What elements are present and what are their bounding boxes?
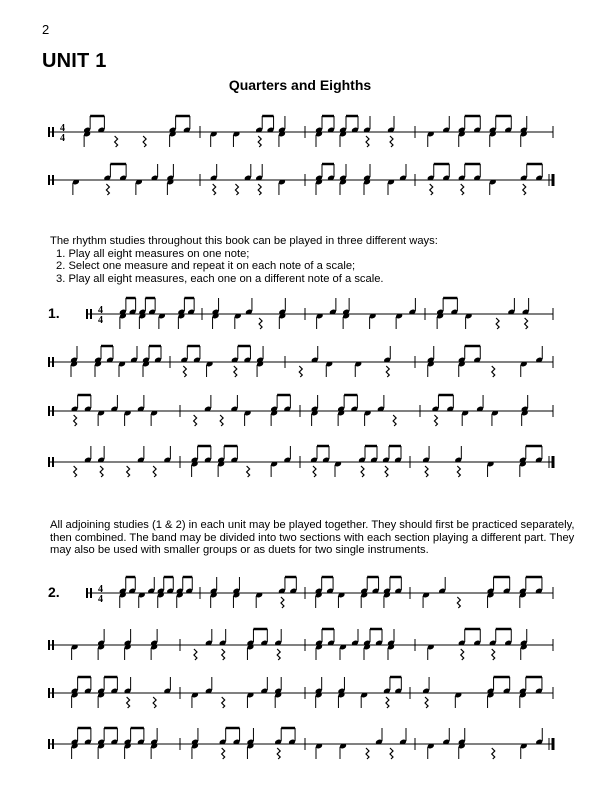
- quarter-rest: [222, 748, 225, 759]
- quarter-rest: [425, 466, 428, 477]
- ensemble-note-line-2: then combined. The band may be divided into two sections with each section playing a different part. They: [50, 531, 575, 544]
- quarter-rest: [100, 466, 103, 477]
- quarter-rest: [366, 748, 369, 759]
- quarter-rest: [461, 184, 464, 195]
- quarter-rest: [115, 136, 118, 147]
- quarter-rest: [194, 649, 197, 660]
- quarter-rest: [247, 466, 250, 477]
- time-signature-top: 4: [98, 584, 103, 595]
- quarter-rest: [220, 415, 223, 426]
- instructions-intro: The rhythm studies throughout this book can be played in three different ways:: [50, 235, 438, 247]
- quarter-rest: [143, 136, 146, 147]
- quarter-rest: [492, 748, 495, 759]
- quarter-rest: [222, 697, 225, 708]
- time-signature-bottom: 4: [60, 133, 65, 144]
- quarter-rest: [457, 466, 460, 477]
- quarter-rest: [496, 318, 499, 329]
- time-signature-bottom: 4: [98, 315, 103, 326]
- quarter-rest: [183, 366, 186, 377]
- study-1-label: 1.: [48, 305, 60, 321]
- quarter-rest: [127, 466, 130, 477]
- quarter-rest: [385, 466, 388, 477]
- quarter-rest: [106, 184, 109, 195]
- quarter-rest: [386, 697, 389, 708]
- quarter-rest: [259, 318, 262, 329]
- quarter-rest: [434, 415, 437, 426]
- quarter-rest: [153, 466, 156, 477]
- quarter-rest: [222, 649, 225, 660]
- quarter-rest: [213, 184, 216, 195]
- quarter-rest: [153, 697, 156, 708]
- quarter-rest: [235, 184, 238, 195]
- quarter-rest: [366, 136, 369, 147]
- quarter-rest: [430, 184, 433, 195]
- quarter-rest: [258, 184, 261, 195]
- instruction-option-3: 3. Play all eight measures, each one on a different note of a scale.: [56, 272, 384, 285]
- time-signature-bottom: 4: [98, 594, 103, 605]
- time-signature-top: 4: [98, 305, 103, 316]
- quarter-rest: [425, 697, 428, 708]
- quarter-rest: [492, 649, 495, 660]
- study-2-label: 2.: [48, 584, 60, 600]
- section-title: Quarters and Eighths: [228, 77, 372, 93]
- quarter-rest: [74, 466, 77, 477]
- instruction-option-2: 2. Select one measure and repeat it on each note of a scale;: [56, 260, 356, 273]
- ensemble-note-line-3: may also be used with smaller groups or as duets for two single instruments.: [50, 544, 429, 557]
- quarter-rest: [386, 366, 389, 377]
- quarter-rest: [313, 466, 316, 477]
- quarter-rest: [194, 415, 197, 426]
- quarter-rest: [127, 697, 130, 708]
- ensemble-note-line-1: All adjoining studies (1 & 2) in each unit may be played together. They should first be practiced separately,: [50, 519, 575, 531]
- quarter-rest: [393, 415, 396, 426]
- quarter-rest: [461, 649, 464, 660]
- quarter-rest: [277, 748, 280, 759]
- quarter-rest: [492, 366, 495, 377]
- quarter-rest: [361, 466, 364, 477]
- page-number: 2: [42, 22, 50, 37]
- time-signature-top: 4: [60, 123, 65, 134]
- instruction-option-1: 1. Play all eight measures on one note;: [56, 247, 250, 260]
- quarter-rest: [457, 597, 460, 608]
- quarter-rest: [525, 318, 528, 329]
- quarter-rest: [299, 366, 302, 377]
- quarter-rest: [281, 597, 284, 608]
- quarter-rest: [234, 366, 237, 377]
- unit-title: UNIT 1: [42, 50, 107, 72]
- quarter-rest: [523, 184, 526, 195]
- quarter-rest: [390, 748, 393, 759]
- quarter-rest: [258, 136, 261, 147]
- quarter-rest: [277, 649, 280, 660]
- quarter-rest: [74, 415, 77, 426]
- quarter-rest: [390, 136, 393, 147]
